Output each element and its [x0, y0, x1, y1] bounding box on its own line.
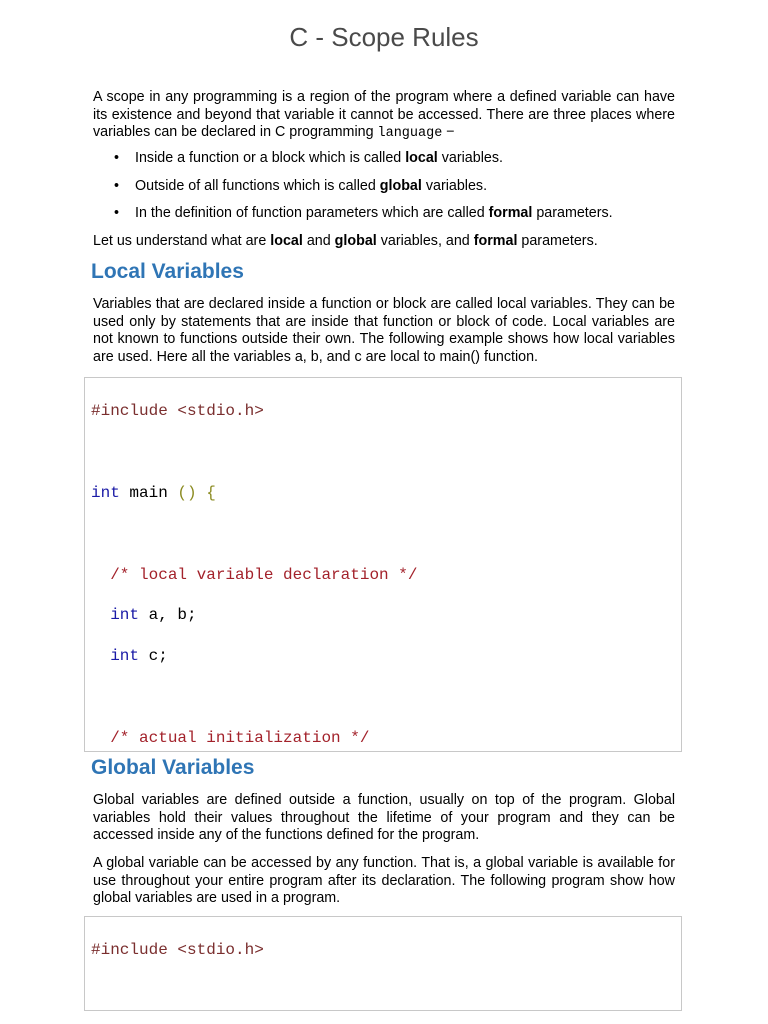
scope-list: [112, 150, 672, 233]
list-item: • In the definition of function parameters which are called formal parameters.: [112, 205, 672, 222]
code-block-local: #include <stdio.h> int main () { /* local variable declaration */ int a, b; int c; /* actual initialization */: [84, 377, 682, 752]
list-item: • Inside a function or a block which is called local variables.: [112, 150, 672, 167]
global-variables-paragraph-2: A global variable can be accessed by any function. That is, a global variable is available for use throughout your entire program after its declaration. The following program show how global variables are used in a program.: [93, 855, 675, 907]
list-item: • Outside of all functions which is called global variables.: [112, 178, 672, 195]
local-variables-heading: Local Variables: [91, 260, 244, 283]
global-variables-paragraph-1: Global variables are defined outside a function, usually on top of the program. Global variables hold their values throughout the lifetime of your program and they can be accessed inside any of the functions defined for the program.: [93, 792, 675, 844]
global-variables-heading: Global Variables: [91, 756, 255, 779]
page-title: C - Scope Rules: [289, 22, 479, 52]
local-variables-paragraph: Variables that are declared inside a function or block are called local variables. They can be used only by statements that are inside that function or block of code. Local variables are not known to functions outside their own. The following example shows how local variables are used. Here all the variables a, b, and c are local to main() function.: [93, 296, 675, 365]
intro-paragraph: A scope in any programming is a region of the program where a defined variable can have its existence and beyond that variable it cannot be accessed. There are three places where variables can be declared in C programming language −: [93, 89, 675, 142]
understand-paragraph: Let us understand what are local and global variables, and formal parameters.: [93, 233, 598, 249]
code-block-global: #include <stdio.h>: [84, 916, 682, 1011]
